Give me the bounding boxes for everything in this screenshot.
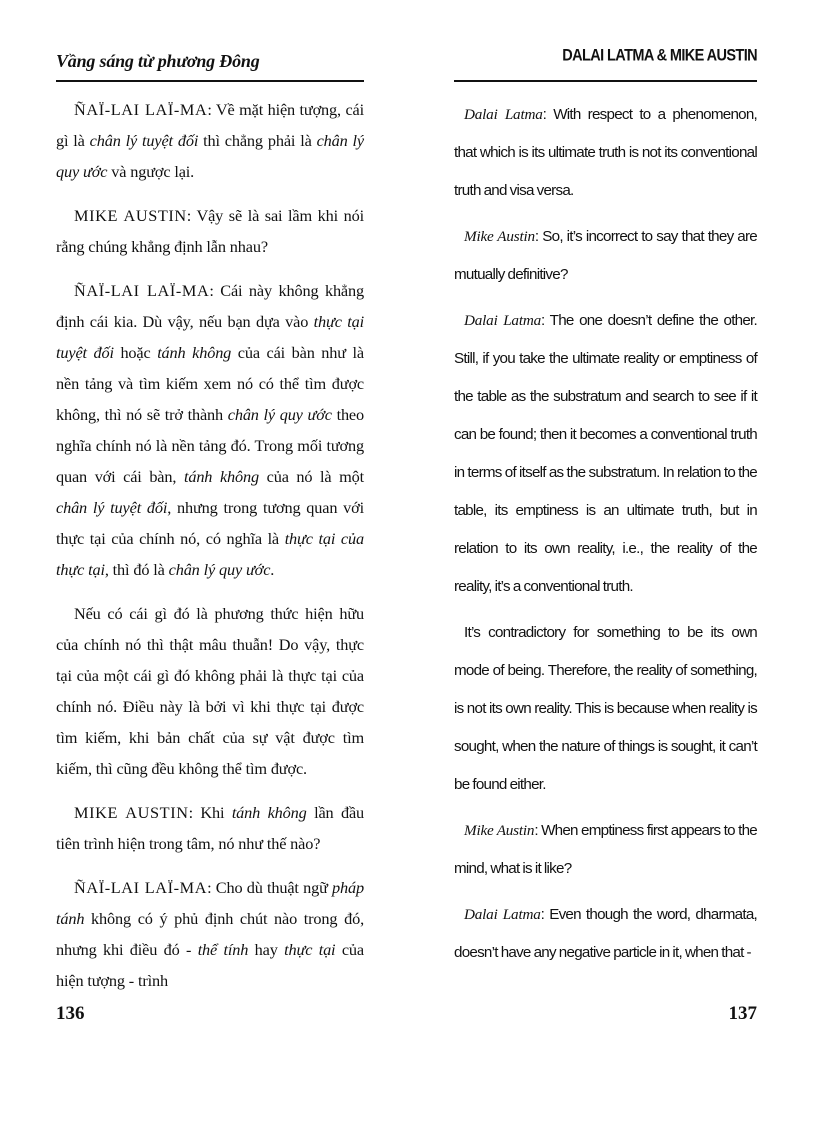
- speaker-name: Dalai Latma: [464, 106, 543, 123]
- emphasis-term: thực tại: [284, 940, 336, 959]
- paragraph: [56, 275, 364, 585]
- text-run: : Vậy sẽ là sai lầm khi nói rằng chúng khẳng định lẫn nhau?: [56, 206, 364, 256]
- emphasis-term: chân lý quy ước: [168, 560, 271, 579]
- paragraph: [56, 797, 364, 859]
- emphasis-term: chân lý quy ước: [56, 131, 365, 181]
- text-run: hoặc: [113, 343, 158, 362]
- paragraph: [56, 872, 364, 996]
- text-run: của hiện tượng - trình: [56, 940, 364, 990]
- body-text: [454, 96, 757, 980]
- text-run: Nếu có cái gì đó là phương thức hiện hữu của chính nó thì thật mâu thuẫn! Do vậy, thực tại của một cái gì đó không phải là thực tại của chính nó. Điều này là bởi vì khi thực tại được tìm kiếm, khi bản chất của sự vật được tìm kiếm, thì cũng đều không thể tìm được.: [56, 604, 364, 778]
- text-run: theo nghĩa chính nó là nền tảng đó. Trong mối tương quan với cái bàn,: [56, 405, 365, 486]
- emphasis-term: thực tại của thực tại: [56, 529, 364, 579]
- paragraph: [56, 598, 364, 784]
- emphasis-term: chân lý tuyệt đối: [89, 131, 199, 150]
- page-number: 137: [728, 1003, 757, 1024]
- text-run: : When emptiness first appears to the mind, what is it like?: [454, 822, 757, 877]
- text-run: hay: [248, 940, 285, 959]
- emphasis-term: tánh không: [231, 803, 307, 822]
- text-run: .: [270, 560, 275, 579]
- emphasis-term: chân lý tuyệt đối: [56, 498, 168, 517]
- speaker-name: MIKE AUSTIN: [74, 803, 189, 822]
- speaker-name: ÑAÏ-LAI LAÏ-MA: [74, 281, 210, 300]
- text-run: : With respect to a phenomenon, that which is its ultimate truth is not its conventional truth and visa versa.: [454, 106, 758, 199]
- paragraph: [56, 200, 364, 262]
- emphasis-term: thực tại tuyệt đối: [56, 312, 364, 362]
- text-run: của cái bàn như là nền tảng và tìm kiếm xem nó có thể tìm được không, thì nó sẽ trở thành: [56, 343, 364, 424]
- emphasis-term: tánh không: [157, 343, 232, 362]
- running-head: Vầng sáng từ phương Đông: [56, 51, 260, 71]
- speaker-name: MIKE AUSTIN: [74, 206, 187, 225]
- paragraph: [454, 218, 757, 294]
- body-text: [56, 94, 364, 1009]
- right-page: [408, 0, 816, 1123]
- text-run: : The one doesn’t define the other. Still, if you take the ultimate reality or emptiness of the table as the substratum and search to see if it can be found; then it becomes a conventional truth in terms of itself as the substratum. In relation to the table, its emptiness is an ultimate truth, but in relation to its own reality, i.e., the reality of the reality, it’s a conventional truth.: [454, 312, 757, 595]
- speaker-name: ÑAÏ-LAI LAÏ-MA: [74, 100, 208, 119]
- paragraph: [454, 812, 757, 888]
- text-run: : Cái này không khẳng định cái kia. Dù vậy, nếu bạn dựa vào: [56, 281, 364, 331]
- text-run: : Về mặt hiện tượng, cái gì là: [56, 100, 364, 150]
- text-run: và ngược lại.: [107, 162, 195, 181]
- running-head: DALAI LATMA & MIKE AUSTIN: [562, 46, 757, 66]
- text-run: : So, it’s incorrect to say that they are mutually definitive?: [454, 228, 757, 283]
- text-run: lần đầu tiên trình hiện trong tâm, nó như thế nào?: [56, 803, 365, 853]
- text-run: : Khi: [188, 803, 232, 822]
- text-run: : Even though the word, dharmata, doesn’t have any negative particle in it, when that -: [454, 906, 757, 961]
- text-run: không có ý phủ định chút nào trong đó, nhưng khi điều đó -: [56, 909, 364, 959]
- text-run: , nhưng trong tương quan với thực tại của chính nó, có nghĩa là: [56, 498, 364, 548]
- speaker-name: Dalai Latma: [464, 906, 541, 923]
- emphasis-term: chân lý quy ước: [227, 405, 332, 424]
- emphasis-term: tánh không: [183, 467, 259, 486]
- emphasis-term: thể tính: [197, 940, 249, 959]
- paragraph: [454, 614, 757, 804]
- emphasis-term: pháp tánh: [56, 878, 364, 928]
- text-run: It’s contradictory for something to be its own mode of being. Therefore, the reality of something, is not its own reality. This is because when reality is sought, when the nature of things is sought, it can’t be found either.: [454, 624, 757, 793]
- paragraph: [454, 302, 757, 606]
- speaker-name: Dalai Latma: [464, 312, 542, 329]
- header-rule: [454, 80, 757, 82]
- header-rule: [56, 80, 364, 82]
- speaker-name: Mike Austin: [464, 228, 535, 245]
- paragraph: [454, 96, 757, 210]
- text-run: : Cho dù thuật ngữ: [207, 878, 333, 897]
- text-run: của nó là một: [258, 467, 365, 486]
- paragraph: [454, 896, 757, 972]
- text-run: , thì đó là: [104, 560, 169, 579]
- speaker-name: Mike Austin: [464, 822, 535, 839]
- speaker-name: ÑAÏ-LAI LAÏ-MA: [74, 878, 208, 897]
- paragraph: [56, 94, 364, 187]
- page-number: 136: [56, 1003, 85, 1024]
- text-run: thì chẳng phải là: [198, 131, 317, 150]
